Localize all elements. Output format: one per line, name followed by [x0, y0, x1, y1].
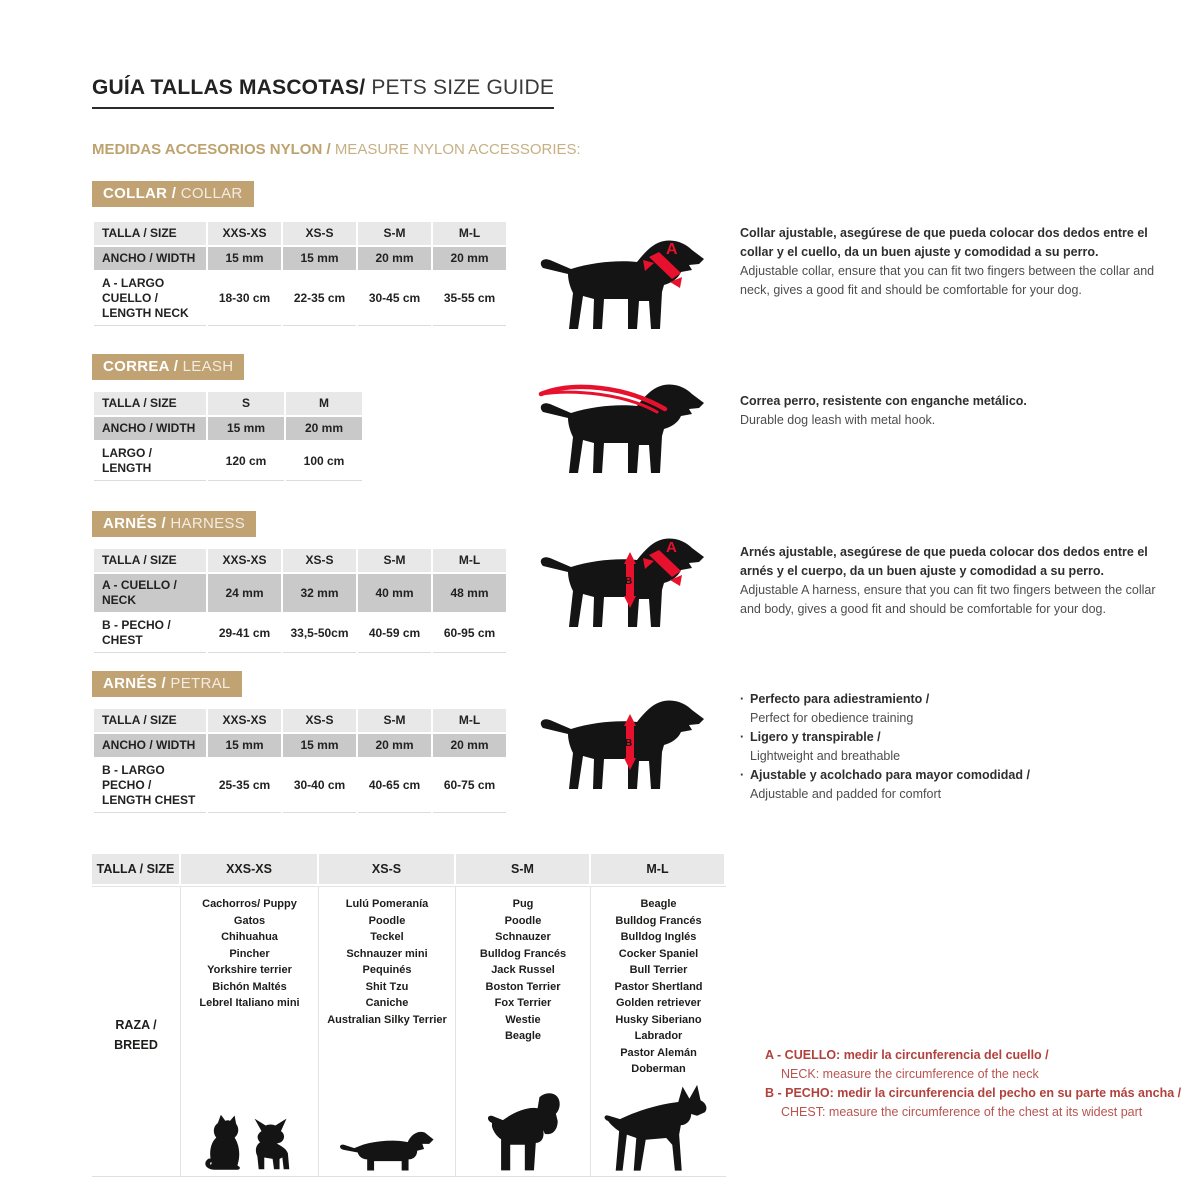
harness-description: [740, 543, 1172, 619]
petral-bullet-es: Ajustable y acolchado para mayor comodidad /: [750, 768, 1030, 782]
size-table-cell: S-M: [358, 222, 431, 245]
size-table-cell: XS-S: [283, 709, 356, 732]
size-table-cell: B - LARGO PECHO / LENGTH CHEST: [94, 759, 206, 813]
breed-item: Fox Terrier: [494, 997, 552, 1009]
size-table-cell: M-L: [433, 709, 506, 732]
breed-item: Cocker Spaniel: [618, 947, 699, 960]
breed-item: Bulldog Francés: [615, 914, 702, 927]
size-table-cell: 24 mm: [208, 574, 281, 612]
breed-row-label-es: RAZA /: [115, 1017, 157, 1032]
size-table-cell: S: [208, 392, 284, 415]
breed-item: Doberman: [631, 1063, 686, 1075]
dachshund-silhouette-icon: [333, 1124, 441, 1174]
breed-header-cell: TALLA / SIZE: [92, 854, 181, 886]
size-table-cell: XXS-XS: [208, 549, 281, 572]
size-table-cell: S-M: [358, 549, 431, 572]
leash-badge-en: LEASH: [182, 358, 234, 375]
size-table-cell: B - PECHO / CHEST: [94, 614, 206, 653]
breed-item: Golden retriever: [616, 997, 701, 1009]
petral-bullet: [740, 728, 1180, 766]
breed-header-cell: XXS-XS: [181, 854, 319, 886]
size-table-cell: 32 mm: [283, 574, 356, 612]
measure-letter-b: B: [625, 738, 633, 749]
breed-item: Boston Terrier: [485, 980, 561, 993]
breed-item: Bull Terrier: [629, 964, 688, 976]
petral-dog-illustration: [533, 676, 725, 796]
breed-item: Teckel: [370, 931, 404, 943]
size-table-cell: 60-75 cm: [433, 759, 506, 813]
petral-section-badge: [92, 671, 242, 697]
size-table-cell: 15 mm: [208, 417, 284, 440]
breed-item: Schnauzer mini: [346, 947, 428, 960]
size-table-cell: 48 mm: [433, 574, 506, 612]
leash-description: [740, 392, 1172, 430]
size-table-cell: 25-35 cm: [208, 759, 281, 813]
size-table-cell: 33,5-50cm: [283, 614, 356, 653]
harness-badge-es: ARNÉS /: [103, 515, 171, 532]
petral-bullet-es: Ligero y transpirable /: [750, 730, 881, 744]
breed-list-xs-s: [327, 896, 447, 1028]
breed-item: Husky Siberiano: [615, 1013, 702, 1026]
petral-feature-list: [740, 690, 1180, 804]
size-table-cell: 29-41 cm: [208, 614, 281, 653]
breed-item: Shit Tzu: [365, 980, 409, 993]
note-chest-es: B - PECHO: medir la circunferencia del pecho en su parte más ancha /: [765, 1086, 1182, 1100]
size-table-cell: LARGO / LENGTH: [94, 442, 206, 481]
size-table-cell: 20 mm: [433, 247, 506, 270]
size-table-cell: M-L: [433, 222, 506, 245]
page-title-es: GUÍA TALLAS MASCOTAS/: [92, 76, 366, 99]
harness-badge-en: HARNESS: [170, 515, 246, 532]
breed-header-cell: XS-S: [319, 854, 456, 886]
petral-bullet: [740, 690, 1180, 728]
harness-size-table: [92, 547, 508, 655]
leash-desc-en: Durable dog leash with metal hook.: [740, 413, 936, 427]
breed-item: Pastor Shertland: [614, 980, 703, 993]
leash-badge-es: CORREA /: [103, 358, 183, 375]
breed-item: Beagle: [504, 1030, 542, 1042]
page-subtitle: [92, 141, 581, 158]
size-table-cell: A - CUELLO / NECK: [94, 574, 206, 612]
size-table-cell: XXS-XS: [208, 709, 281, 732]
cat-silhouette-icon: [201, 1112, 243, 1174]
size-table-cell: TALLA / SIZE: [94, 549, 206, 572]
size-table-cell: TALLA / SIZE: [94, 222, 206, 245]
breed-list-s-m: [480, 896, 566, 1045]
size-table-cell: ANCHO / WIDTH: [94, 417, 206, 440]
breed-item: Lulú Pomeranía: [345, 898, 429, 910]
breed-cell-xxs-xs: [181, 886, 319, 1176]
bullet-dot: ·: [740, 692, 745, 706]
size-table-cell: 35-55 cm: [433, 272, 506, 326]
collar-size-table: [92, 220, 508, 328]
page-subtitle-es: MEDIDAS ACCESORIOS NYLON /: [92, 141, 335, 158]
petral-badge-en: PETRAL: [170, 675, 231, 692]
measure-letter-a: A: [666, 241, 678, 258]
leash-section-badge: [92, 354, 244, 380]
size-table-cell: 30-40 cm: [283, 759, 356, 813]
breed-item: Bulldog Inglés: [620, 931, 697, 943]
size-table-cell: 20 mm: [358, 734, 431, 757]
harness-desc-en: Adjustable A harness, ensure that you can fit two fingers between the collar and body, gives a good fit and should be comfortable for your dog.: [740, 583, 1156, 616]
breed-item: Pastor Alemán: [620, 1046, 697, 1059]
note-neck: [765, 1046, 1195, 1084]
collar-desc-en: Adjustable collar, ensure that you can fit two fingers between the collar and neck, gives a good fit and should be comfortable for your dog.: [740, 264, 1155, 297]
petral-bullet-en: Adjustable and padded for comfort: [750, 787, 942, 801]
petral-size-table: [92, 707, 508, 815]
breed-item: Chihuahua: [221, 931, 278, 943]
breed-item: Australian Silky Terrier: [327, 1013, 447, 1026]
size-table-cell: XS-S: [283, 222, 356, 245]
size-table-cell: XS-S: [283, 549, 356, 572]
size-table-cell: ANCHO / WIDTH: [94, 247, 206, 270]
schnauzer-silhouette-icon: [479, 1090, 567, 1174]
breed-item: Pincher: [229, 947, 270, 960]
size-table-cell: 15 mm: [208, 734, 281, 757]
collar-description: [740, 224, 1172, 300]
size-table-cell: 40-59 cm: [358, 614, 431, 653]
breed-item: Cachorros/ Puppy: [202, 898, 297, 910]
bullet-dot: ·: [740, 768, 745, 782]
breed-item: Pequinés: [362, 964, 412, 976]
breed-item: Bichón Maltés: [212, 980, 287, 993]
breed-item: Bulldog Francés: [479, 947, 567, 960]
page-title: [92, 76, 554, 109]
size-table-cell: 100 cm: [286, 442, 362, 481]
note-chest-en: CHEST: measure the circumference of the chest at its widest part: [781, 1105, 1143, 1119]
size-table-cell: 60-95 cm: [433, 614, 506, 653]
breed-row-label: [92, 886, 181, 1176]
page-subtitle-en: MEASURE NYLON ACCESSORIES:: [334, 141, 581, 158]
measure-letter-b: B: [625, 576, 633, 587]
size-table-cell: XXS-XS: [208, 222, 281, 245]
breed-item: Yorkshire terrier: [207, 964, 292, 976]
breed-header-cell: M-L: [591, 854, 726, 886]
size-table-cell: 120 cm: [208, 442, 284, 481]
breed-cell-s-m: [456, 886, 591, 1176]
chihuahua-silhouette-icon: [249, 1116, 299, 1174]
size-table-cell: 20 mm: [286, 417, 362, 440]
size-table-cell: TALLA / SIZE: [94, 392, 206, 415]
size-table-cell: M-L: [433, 549, 506, 572]
size-table-cell: A - LARGO CUELLO / LENGTH NECK: [94, 272, 206, 326]
note-neck-es: A - CUELLO: medir la circunferencia del cuello /: [765, 1048, 1049, 1062]
breed-cell-xs-s: [319, 886, 456, 1176]
collar-desc-es: Collar ajustable, asegúrese de que pueda colocar dos dedos entre el collar y el cuello, da un buen ajuste y comodidad a su perro.: [740, 226, 1148, 259]
petral-bullet-en: Lightweight and breathable: [750, 749, 901, 763]
note-neck-en: NECK: measure the circumference of the neck: [781, 1067, 1039, 1081]
harness-section-badge: [92, 511, 256, 537]
leash-desc-es: Correa perro, resistente con enganche metálico.: [740, 394, 1027, 408]
size-table-cell: 15 mm: [283, 734, 356, 757]
collar-dog-illustration: [533, 216, 725, 336]
size-table-cell: 20 mm: [358, 247, 431, 270]
breed-item: Labrador: [634, 1030, 683, 1042]
page-title-en: PETS SIZE GUIDE: [365, 76, 555, 99]
bullet-dot: ·: [740, 730, 745, 744]
breed-item: Lebrel Italiano mini: [199, 997, 300, 1009]
breed-list-xxs-xs: [199, 896, 299, 1012]
size-table-cell: 22-35 cm: [283, 272, 356, 326]
breed-size-table: [92, 854, 726, 1177]
collar-badge-en: COLLAR: [180, 185, 243, 202]
breed-item: Pug: [512, 898, 534, 910]
size-table-cell: 30-45 cm: [358, 272, 431, 326]
measure-letter-a: A: [666, 539, 677, 556]
size-table-cell: 40-65 cm: [358, 759, 431, 813]
size-table-cell: ANCHO / WIDTH: [94, 734, 206, 757]
size-table-cell: 20 mm: [433, 734, 506, 757]
size-table-cell: 15 mm: [283, 247, 356, 270]
collar-section-badge: [92, 181, 254, 207]
breed-cell-m-l: [591, 886, 726, 1176]
breed-list-m-l: [614, 896, 702, 1078]
size-table-cell: S-M: [358, 709, 431, 732]
breed-header-cell: S-M: [456, 854, 591, 886]
harness-dog-illustration: [533, 514, 725, 634]
size-table-cell: TALLA / SIZE: [94, 709, 206, 732]
size-table-cell: 40 mm: [358, 574, 431, 612]
size-table-cell: 18-30 cm: [208, 272, 281, 326]
leash-size-table: [92, 390, 364, 483]
breed-item: Gatos: [233, 914, 266, 927]
breed-item: Westie: [505, 1013, 541, 1026]
doberman-silhouette-icon: [598, 1078, 720, 1174]
leash-dog-illustration: [533, 360, 725, 480]
petral-bullet-en: Perfect for obedience training: [750, 711, 914, 725]
breed-item: Poodle: [368, 914, 406, 927]
petral-badge-es: ARNÉS /: [103, 675, 171, 692]
size-table-cell: 15 mm: [208, 247, 281, 270]
size-table-cell: M: [286, 392, 362, 415]
collar-badge-es: COLLAR /: [103, 185, 181, 202]
breed-row-label-en: BREED: [114, 1037, 158, 1052]
petral-bullet-es: Perfecto para adiestramiento /: [750, 692, 930, 706]
breed-item: Jack Russel: [491, 964, 555, 976]
measuring-notes: [765, 1046, 1195, 1122]
breed-item: Schnauzer: [495, 931, 551, 943]
breed-item: Caniche: [365, 997, 409, 1009]
breed-item: Beagle: [640, 898, 677, 910]
harness-desc-es: Arnés ajustable, asegúrese de que pueda colocar dos dedos entre el arnés y el cuerpo, da un buen ajuste y comodidad a su perro.: [740, 545, 1148, 578]
breed-item: Poodle: [504, 914, 542, 927]
note-chest: [765, 1084, 1195, 1122]
petral-bullet: [740, 766, 1180, 804]
